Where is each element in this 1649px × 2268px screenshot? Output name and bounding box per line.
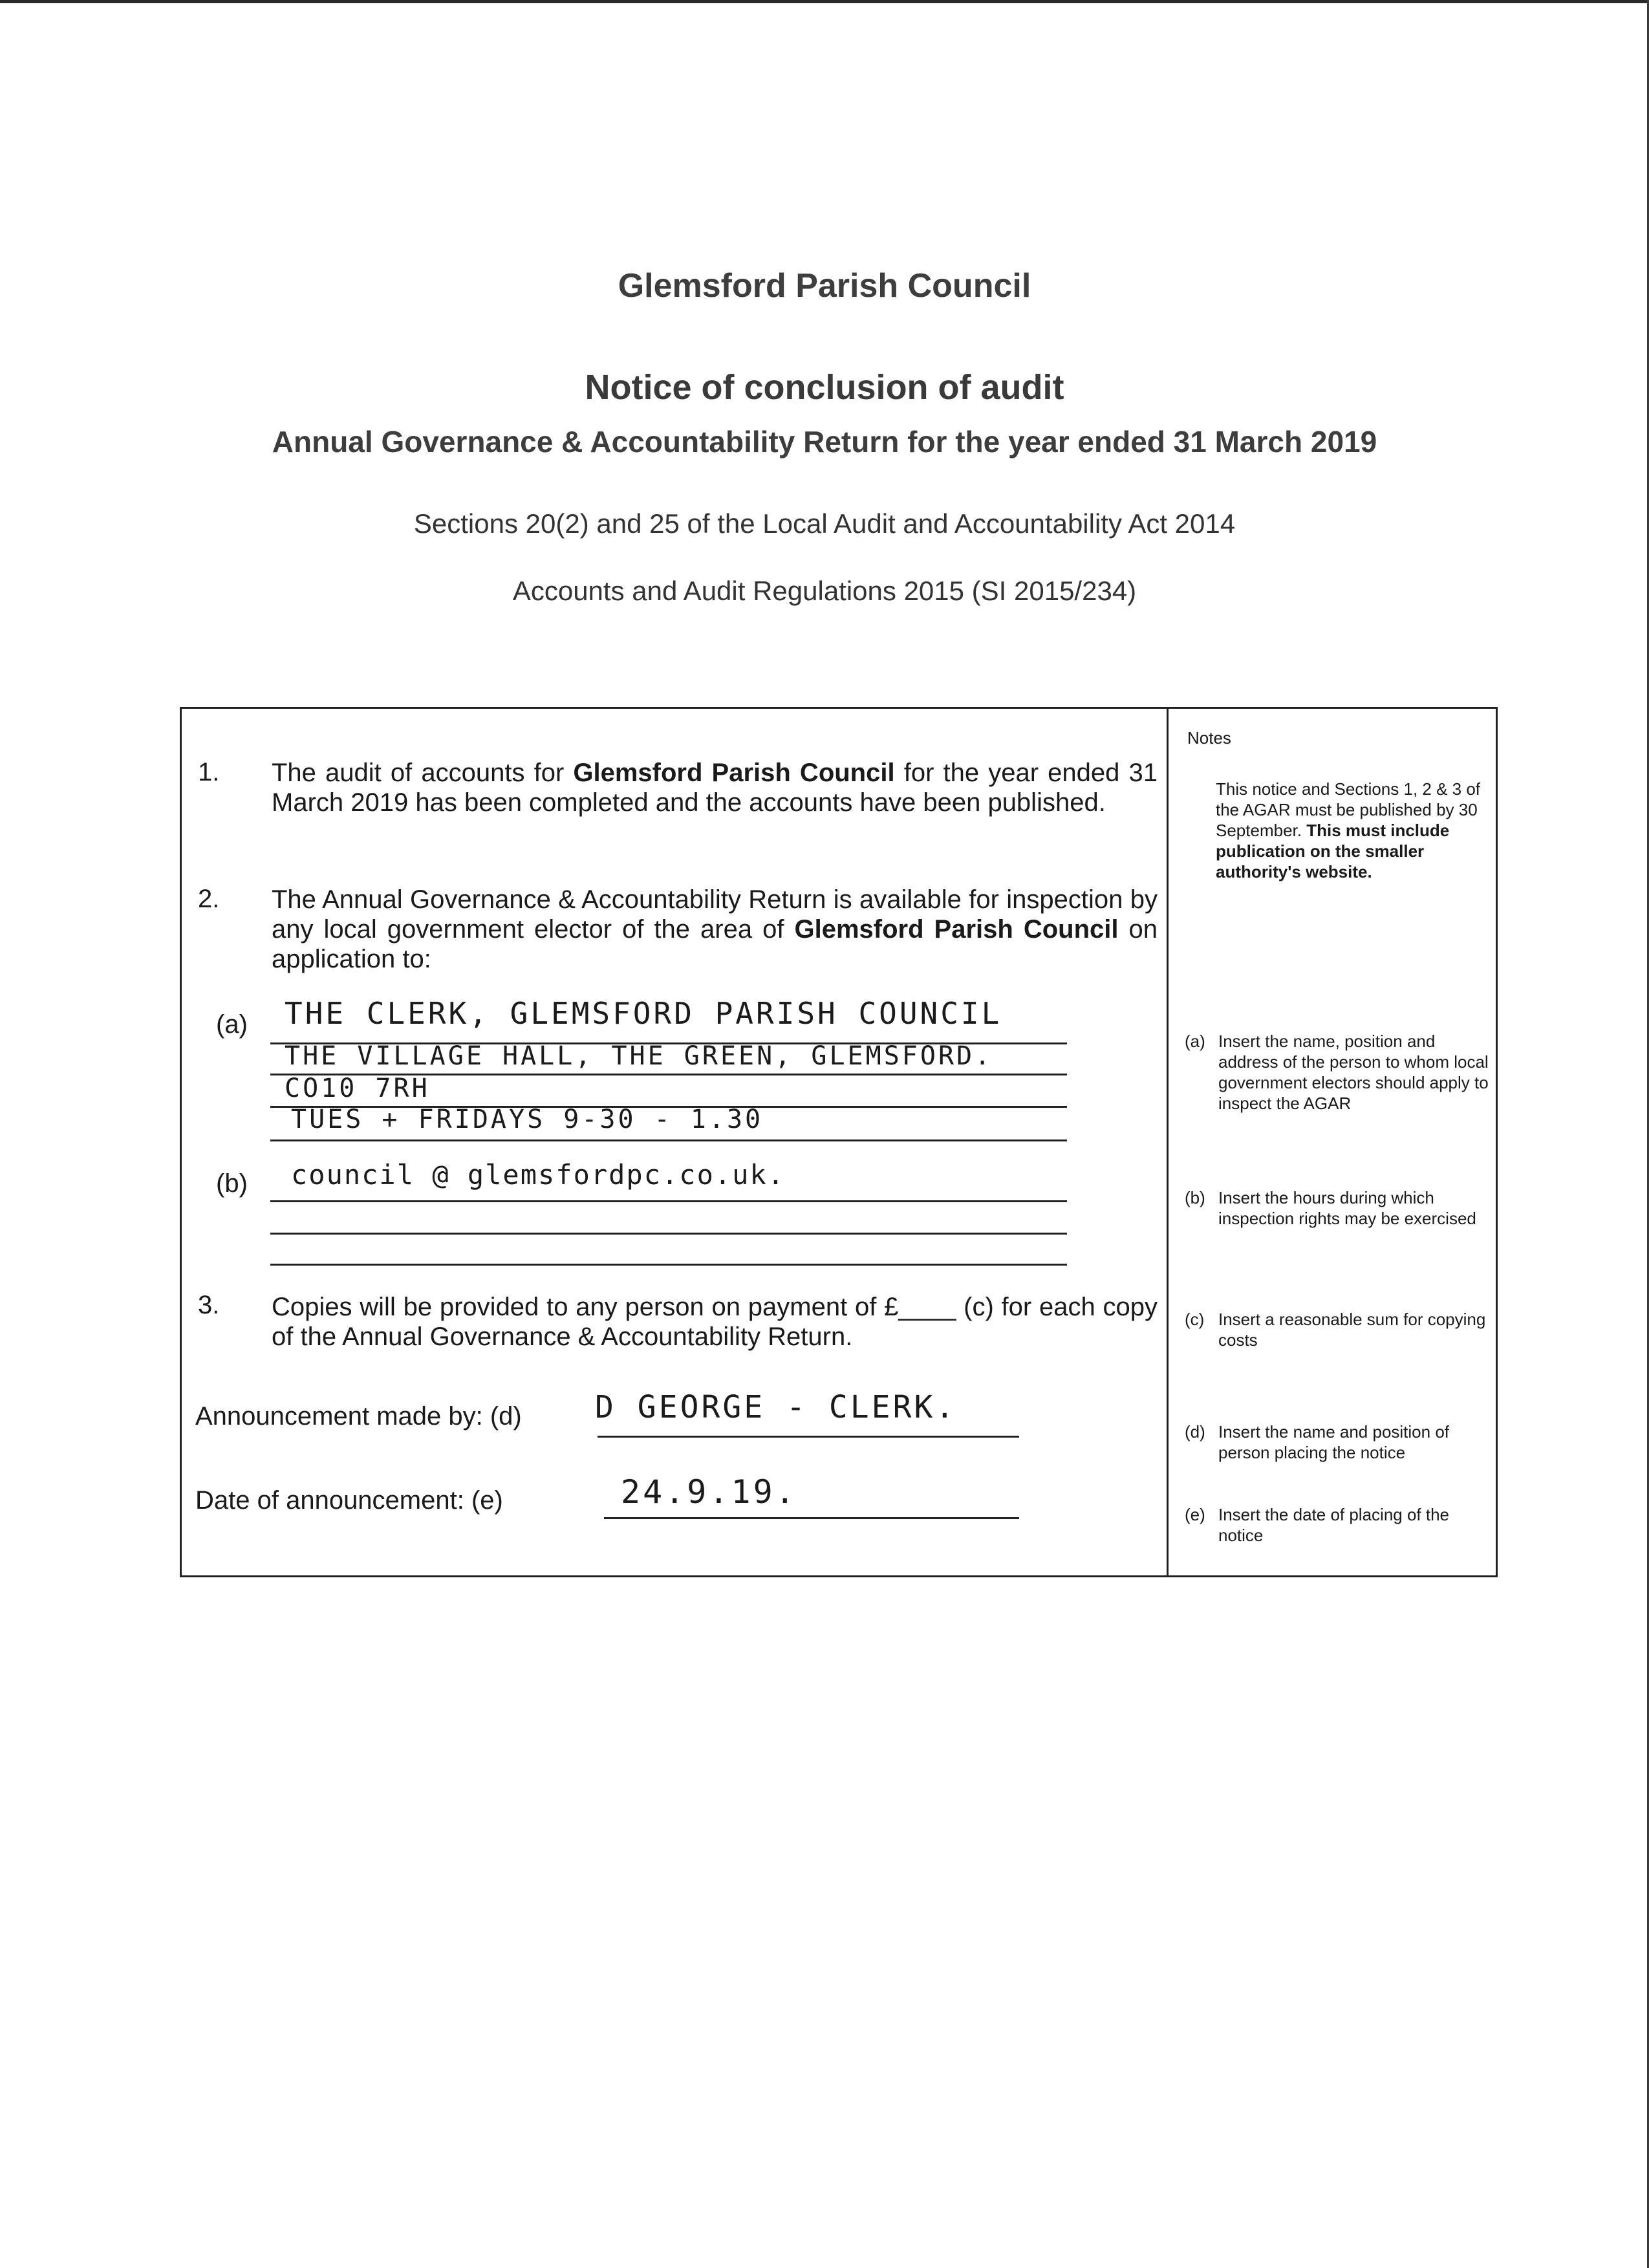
note-c-tag: (c) (1185, 1310, 1205, 1329)
announcement-rule (598, 1436, 1019, 1438)
item-3-number: 3. (198, 1291, 220, 1319)
item-3-text: Copies will be provided to any person on payment of £____ (c) for each copy of the Annual Governance & Accountability Return. (272, 1293, 1158, 1351)
field-a-line-1: THE CLERK, GLEMSFORD PARISH COUNCIL (285, 996, 1002, 1031)
agar-title: Annual Governance & Accountability Return for the year ended 31 March 2019 (272, 425, 1377, 459)
item-2-number: 2. (198, 885, 220, 913)
note-d-text: Insert the name and position of person placing the notice (1218, 1422, 1450, 1462)
notes-divider (1167, 707, 1169, 1577)
field-a-line-2: THE VILLAGE HALL, THE GREEN, GLEMSFORD. (285, 1041, 993, 1071)
note-a-text: Insert the name, position and address of the person to whom local government electors should apply to inspect the AGAR (1218, 1031, 1489, 1113)
council-name-heading: Glemsford Parish Council (618, 267, 1031, 305)
note-e-text: Insert the date of placing of the notice (1218, 1505, 1450, 1545)
date-label: Date of announcement: (e) (195, 1486, 503, 1515)
note-c-text: Insert a reasonable sum for copying costs (1218, 1310, 1486, 1350)
field-b-rule-1 (270, 1200, 1067, 1202)
notes-heading: Notes (1187, 728, 1231, 748)
field-b-rule-2 (270, 1233, 1067, 1235)
field-a-rule-4 (270, 1139, 1067, 1141)
field-b-label: (b) (216, 1169, 248, 1198)
item-1-text: The audit of accounts for Glemsford Parish Council for the year ended 31 March 2019 has been completed and the accounts have been published. (272, 759, 1158, 817)
field-b-rule-3 (270, 1264, 1067, 1266)
legislation-sections: Sections 20(2) and 25 of the Local Audit and Accountability Act 2014 (413, 508, 1236, 539)
field-b-line-1: council @ glemsfordpc.co.uk. (291, 1159, 786, 1191)
announcement-value: D GEORGE - CLERK. (595, 1389, 957, 1425)
note-a-tag: (a) (1185, 1031, 1205, 1051)
scan-edge-top (0, 0, 1649, 3)
note-d-tag: (d) (1185, 1422, 1205, 1442)
notes-intro: This notice and Sections 1, 2 & 3 of the AGAR must be published by 30 September. This must include publication on the smaller authority's website. (1216, 779, 1481, 881)
item-2-text: The Annual Governance & Accountability Return is available for inspection by any local government elector of the area of Glemsford Parish Council on application to: (272, 885, 1158, 973)
announcement-label: Announcement made by: (d) (195, 1402, 522, 1431)
item-1-number: 1. (198, 758, 220, 786)
notice-title: Notice of conclusion of audit (585, 368, 1064, 407)
field-a-label: (a) (216, 1010, 248, 1039)
note-b-tag: (b) (1185, 1188, 1205, 1207)
field-a-line-4: TUES + FRIDAYS 9-30 - 1.30 (291, 1105, 764, 1134)
date-rule (604, 1517, 1019, 1519)
note-b-text: Insert the hours during which inspection rights may be exercised (1218, 1188, 1476, 1228)
regulations-reference: Accounts and Audit Regulations 2015 (SI 2015/234) (512, 576, 1137, 606)
date-value: 24.9.19. (621, 1473, 797, 1511)
field-a-line-3: CO10 7RH (285, 1074, 430, 1103)
note-e-tag: (e) (1185, 1505, 1205, 1524)
